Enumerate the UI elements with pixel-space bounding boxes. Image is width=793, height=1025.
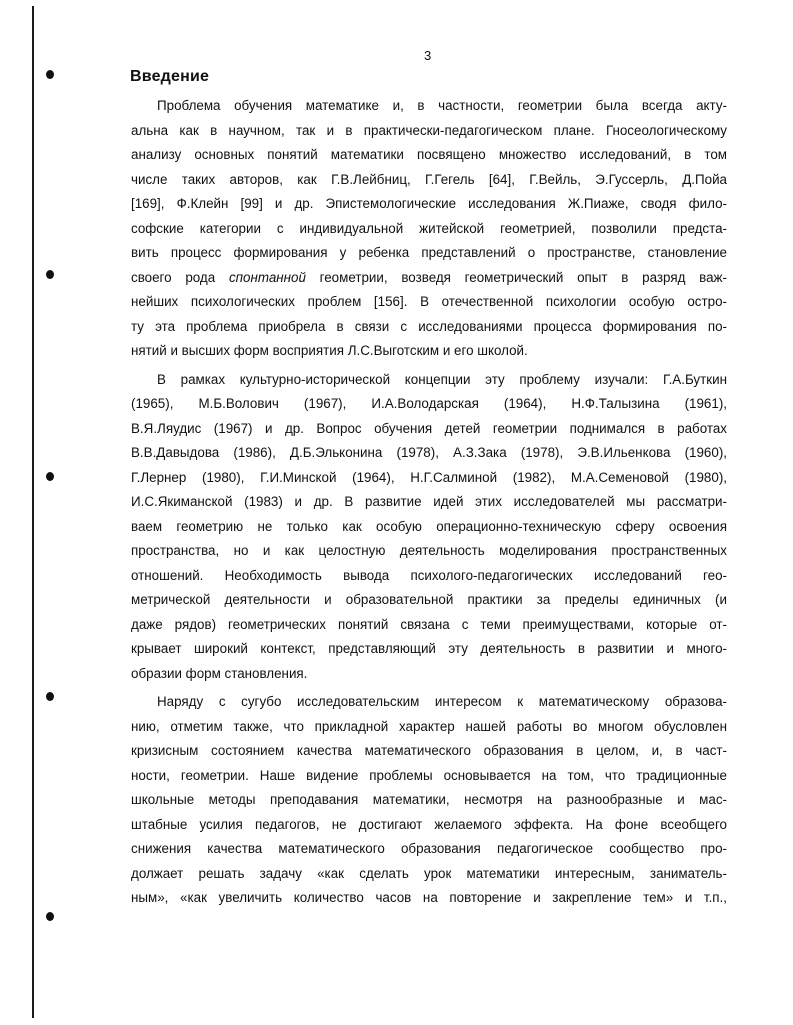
text-line: альна как в научном, так и в практически-педагогическом плане. Гносеологическому bbox=[131, 122, 727, 138]
paragraph-1 bbox=[131, 94, 727, 364]
punch-hole-1 bbox=[46, 70, 54, 79]
body-text bbox=[131, 94, 727, 911]
text-line: И.С.Якиманской (1983) и др. В развитие идей этих исследователей мы рассматри- bbox=[131, 494, 727, 509]
text-line: В.В.Давыдова (1986), Д.Б.Эльконина (1978), А.З.Зака (1978), Э.В.Ильенкова (1960), bbox=[131, 445, 727, 460]
punch-hole-5 bbox=[46, 912, 54, 921]
text-line: ту эта проблема приобрела в связи с исследованиями процесса формирования по- bbox=[131, 318, 727, 334]
text-line: нятий и высших форм восприятия Л.С.Выготским и его школой. bbox=[131, 343, 528, 358]
italic-term: спонтанной bbox=[228, 269, 306, 285]
paragraph-2 bbox=[131, 368, 727, 687]
text-line: снижения качества математического образования педагогическое сообщество про- bbox=[131, 841, 727, 856]
text-line: Проблема обучения математике и, в частности, геометрии была всегда акту- bbox=[157, 98, 727, 113]
text-line: ности, геометрии. Наше видение проблемы основывается на том, что традиционные bbox=[131, 767, 727, 783]
punch-hole-4 bbox=[46, 692, 54, 701]
text-line: штабные усилия педагогов, не достигают желаемого эффекта. На фоне всеобщего bbox=[131, 816, 727, 832]
punch-hole-3 bbox=[46, 472, 54, 481]
text-line: вить процесс формирования у ребенка представлений о пространстве, становление bbox=[131, 245, 727, 260]
punch-hole-2 bbox=[46, 270, 54, 279]
text-line: Г.Лернер (1980), Г.И.Минской (1964), Н.Г.Салминой (1982), М.А.Семеновой (1980), bbox=[131, 469, 727, 485]
binding-margin-line bbox=[32, 6, 34, 1018]
text-span: своего рода bbox=[131, 269, 229, 285]
text-line: ным», «как увеличить количество часов на повторение и закрепление тем» и т.п., bbox=[131, 890, 727, 905]
text-line: (1965), М.Б.Волович (1967), И.А.Володарская (1964), Н.Ф.Талызина (1961), bbox=[131, 396, 727, 411]
text-line: крывает широкий контекст, представляющий эту деятельность в развитии и много- bbox=[131, 641, 727, 656]
text-line: даже рядов) геометрических понятий связана с теми преимуществами, которые от- bbox=[131, 616, 727, 632]
section-heading: Введение bbox=[130, 68, 210, 85]
text-line: должает решать задачу «как сделать урок математики интересным, заниматель- bbox=[131, 865, 727, 881]
text-line: нейших психологических проблем [156]. В отечественной психологии особую остро- bbox=[131, 294, 727, 309]
text-line: отношений. Необходимость вывода психолого-педагогических исследований гео- bbox=[131, 567, 727, 583]
paragraph-3 bbox=[131, 690, 727, 911]
text-line: [169], Ф.Клейн [99] и др. Эпистемологические исследования Ж.Пиаже, сводя фило- bbox=[131, 196, 727, 211]
text-line: ваем геометрию не только как особую операционно-техническую сферу освоения bbox=[131, 518, 727, 534]
text-line: Наряду с сугубо исследовательским интересом к математическому образова- bbox=[157, 694, 727, 709]
text-line: метрической деятельности и образовательной практики за пределы единичных (и bbox=[131, 592, 727, 607]
text-line: образии форм становления. bbox=[131, 665, 308, 681]
text-line-with-italic bbox=[131, 266, 727, 291]
text-line: анализу основных понятий математики посвящено множество исследований, в том bbox=[131, 147, 727, 162]
text-line: нию, отметим также, что прикладной характер нашей работы во многом обусловлен bbox=[131, 718, 727, 734]
page-number: 3 bbox=[424, 48, 432, 63]
text-line: числе таких авторов, как Г.В.Лейбниц, Г.Гегель [64], Г.Вейль, Э.Гуссерль, Д.Пойа bbox=[131, 171, 727, 187]
text-line: школьные методы преподавания математики, несмотря на разнообразные и мас- bbox=[131, 792, 727, 807]
text-line: пространства, но и как целостную деятельность моделирования пространственных bbox=[131, 543, 727, 558]
text-span: геометрии, возведя геометрический опыт в разряд важ- bbox=[305, 269, 727, 285]
text-line: кризисным состоянием качества математического образования в целом, и, в част- bbox=[131, 743, 727, 758]
text-line: В.Я.Ляудис (1967) и др. Вопрос обучения детей геометрии поднимался в работах bbox=[131, 420, 727, 436]
text-line: софские категории с индивидуальной житейской геометрией, позволили предста- bbox=[131, 220, 727, 236]
text-line: В рамках культурно-исторической концепции эту проблему изучали: Г.А.Буткин bbox=[157, 371, 727, 387]
